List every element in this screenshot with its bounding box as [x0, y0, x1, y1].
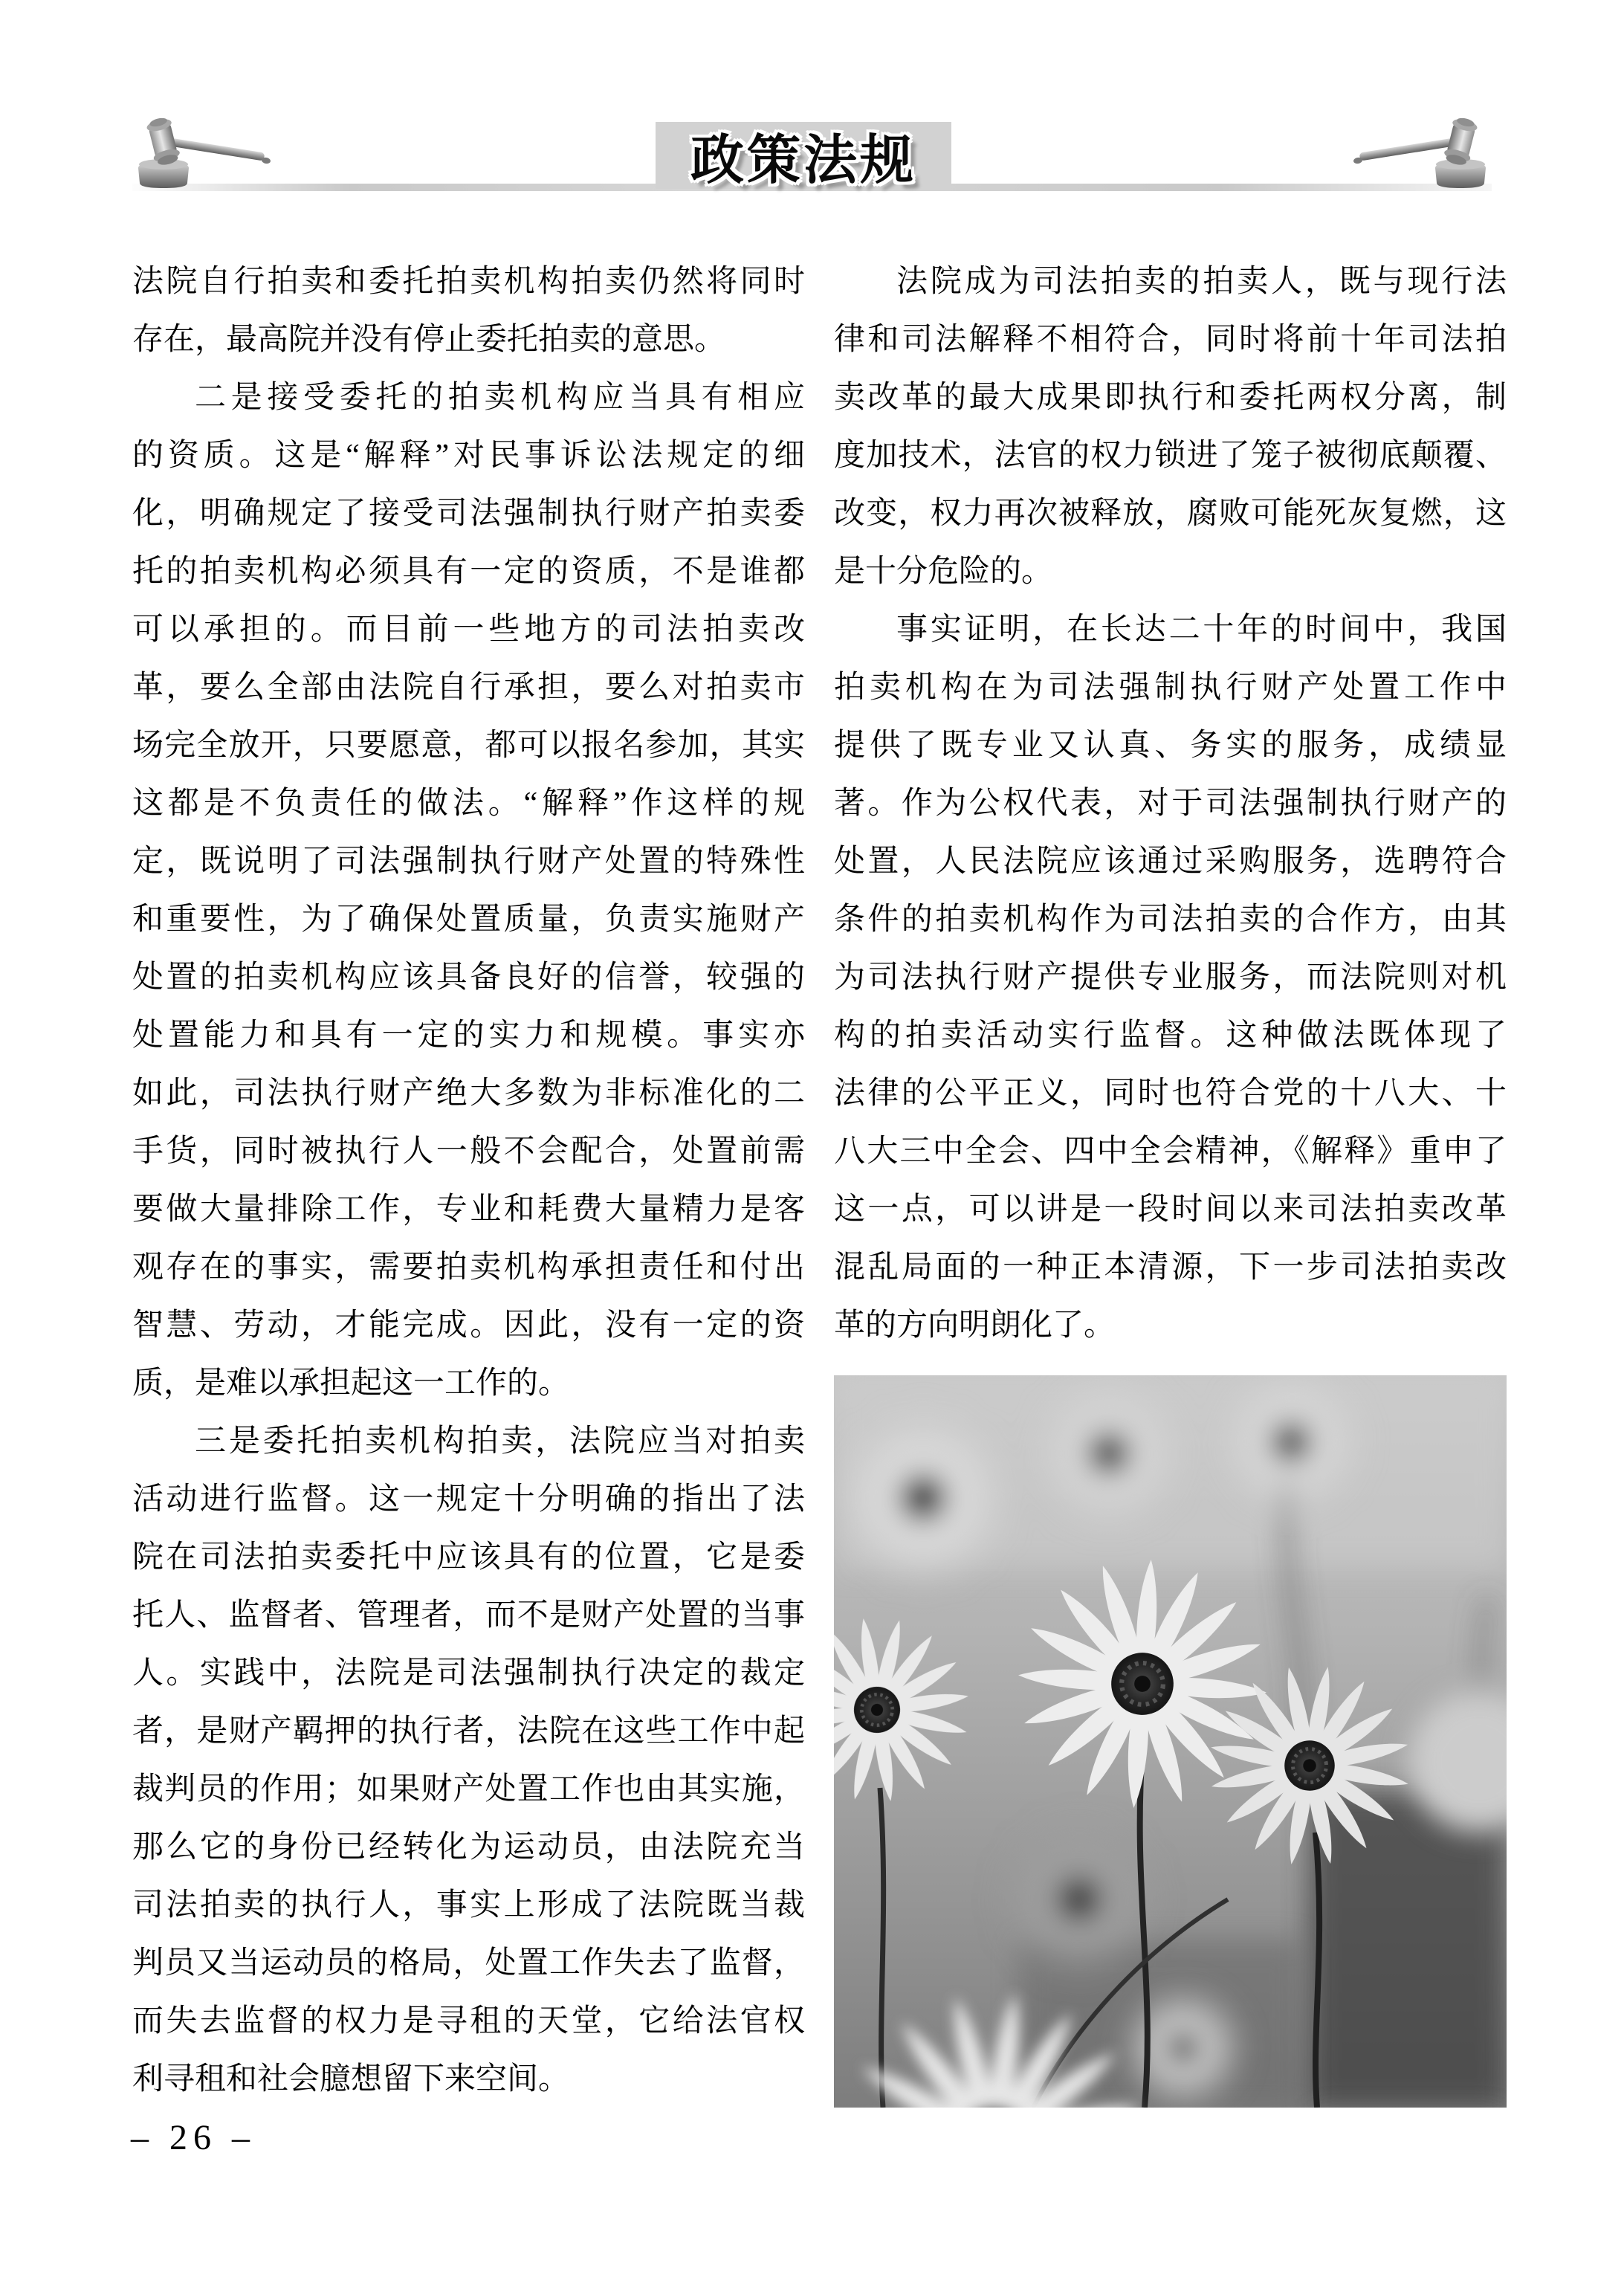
text-line: 法院成为司法拍卖的拍卖人，既与现行法 [896, 265, 1507, 299]
text-line: 化，明确规定了接受司法强制执行财产拍卖委 [132, 497, 805, 531]
text-line: 院在司法拍卖委托中应该具有的位置，它是委 [132, 1540, 805, 1575]
text-line: 裁判员的作用；如果财产处置工作也由其实施， [132, 1772, 805, 1806]
text-line: 处置的拍卖机构应该具备良好的信誉，较强的 [132, 960, 805, 995]
text-line: 智慧、劳动，才能完成。因此，没有一定的资 [132, 1308, 805, 1343]
text-line: 律和司法解释不相符合，同时将前十年司法拍 [834, 323, 1507, 357]
text-line: 人。实践中，法院是司法强制执行决定的裁定 [132, 1656, 805, 1691]
right-column [834, 253, 1507, 1354]
text-line: 著。作为公权代表，对于司法强制执行财产的 [834, 787, 1507, 821]
text-line: 的资质。这是“解释”对民事诉讼法规定的细 [132, 439, 805, 473]
text-line: 观存在的事实，需要拍卖机构承担责任和付出 [132, 1250, 805, 1285]
text-line: 场完全放开，只要愿意，都可以报名参加，其实 [132, 729, 805, 763]
text-line: 和重要性，为了确保处置质量，负责实施财产 [132, 902, 805, 937]
text-line: 处置，人民法院应该通过采购服务，选聘符合 [834, 845, 1507, 879]
text-line: 革，要么全部由法院自行承担，要么对拍卖市 [132, 671, 805, 705]
text-line: 判员又当运动员的格局，处置工作失去了监督， [132, 1946, 805, 1980]
section-title-box [656, 122, 951, 189]
text-line: 拍卖机构在为司法强制执行财产处置工作中 [834, 671, 1507, 705]
gavel-icon-right [1347, 117, 1499, 192]
text-line: 提供了既专业又认真、务实的服务，成绩显 [834, 729, 1507, 763]
text-line: 质，是难以承担起这一工作的。 [132, 1366, 570, 1401]
left-column [132, 253, 805, 2108]
text-line: 度加技术，法官的权力锁进了笼子被彻底颠覆、 [834, 439, 1507, 473]
text-line: 要做大量排除工作，专业和耗费大量精力是客 [132, 1192, 805, 1227]
text-line: 定，既说明了司法强制执行财产处置的特殊性 [132, 845, 805, 879]
text-line: 托人、监督者、管理者，而不是财产处置的当事 [132, 1598, 805, 1633]
section-title: 政策法规 [690, 131, 916, 190]
flower-photo [834, 1375, 1507, 2108]
text-line: 卖改革的最大成果即执行和委托两权分离，制 [834, 381, 1507, 415]
gavel-icon-left [125, 117, 277, 192]
text-line: 二是接受委托的拍卖机构应当具有相应 [195, 381, 805, 415]
text-line: 这一点，可以讲是一段时间以来司法拍卖改革 [834, 1192, 1507, 1227]
text-line: 这都是不负责任的做法。“解释”作这样的规 [132, 787, 805, 821]
text-line: 可以承担的。而目前一些地方的司法拍卖改 [132, 613, 805, 647]
text-line: 手货，同时被执行人一般不会配合，处置前需 [132, 1134, 805, 1169]
text-line: 混乱局面的一种正本清源，下一步司法拍卖改 [834, 1250, 1507, 1285]
text-line: 托的拍卖机构必须具有一定的资质，不是谁都 [132, 555, 805, 589]
text-line: 事实证明，在长达二十年的时间中，我国 [896, 613, 1507, 647]
text-line: 那么它的身份已经转化为运动员，由法院充当 [132, 1830, 805, 1864]
text-line: 是十分危险的。 [834, 555, 1053, 589]
text-line: 者，是财产羁押的执行者，法院在这些工作中起 [132, 1714, 805, 1748]
text-line: 改变，权力再次被释放，腐败可能死灰复燃，这 [834, 497, 1507, 531]
text-line: 条件的拍卖机构作为司法拍卖的合作方，由其 [834, 902, 1507, 937]
text-line: 利寻租和社会臆想留下来空间。 [132, 2062, 570, 2096]
text-line: 法律的公平正义，同时也符合党的十八大、十 [834, 1076, 1507, 1111]
text-line: 三是委托拍卖机构拍卖，法院应当对拍卖 [195, 1424, 805, 1459]
page-number: – 26 – [131, 2118, 256, 2157]
text-line: 存在，最高院并没有停止委托拍卖的意思。 [132, 323, 726, 357]
text-line: 活动进行监督。这一规定十分明确的指出了法 [132, 1482, 805, 1517]
text-line: 法院自行拍卖和委托拍卖机构拍卖仍然将同时 [132, 265, 805, 299]
text-line: 八大三中全会、四中全会精神，《解释》重申了 [834, 1134, 1507, 1169]
text-line: 为司法执行财产提供专业服务，而法院则对机 [834, 960, 1507, 995]
text-line: 如此，司法执行财产绝大多数为非标准化的二 [132, 1076, 805, 1111]
text-line: 司法拍卖的执行人，事实上形成了法院既当裁 [132, 1888, 805, 1922]
text-line: 处置能力和具有一定的实力和规模。事实亦 [132, 1018, 805, 1053]
text-line: 构的拍卖活动实行监督。这种做法既体现了 [834, 1018, 1507, 1053]
text-line: 革的方向明朗化了。 [834, 1308, 1116, 1343]
text-line: 而失去监督的权力是寻租的天堂，它给法官权 [132, 2004, 805, 2038]
